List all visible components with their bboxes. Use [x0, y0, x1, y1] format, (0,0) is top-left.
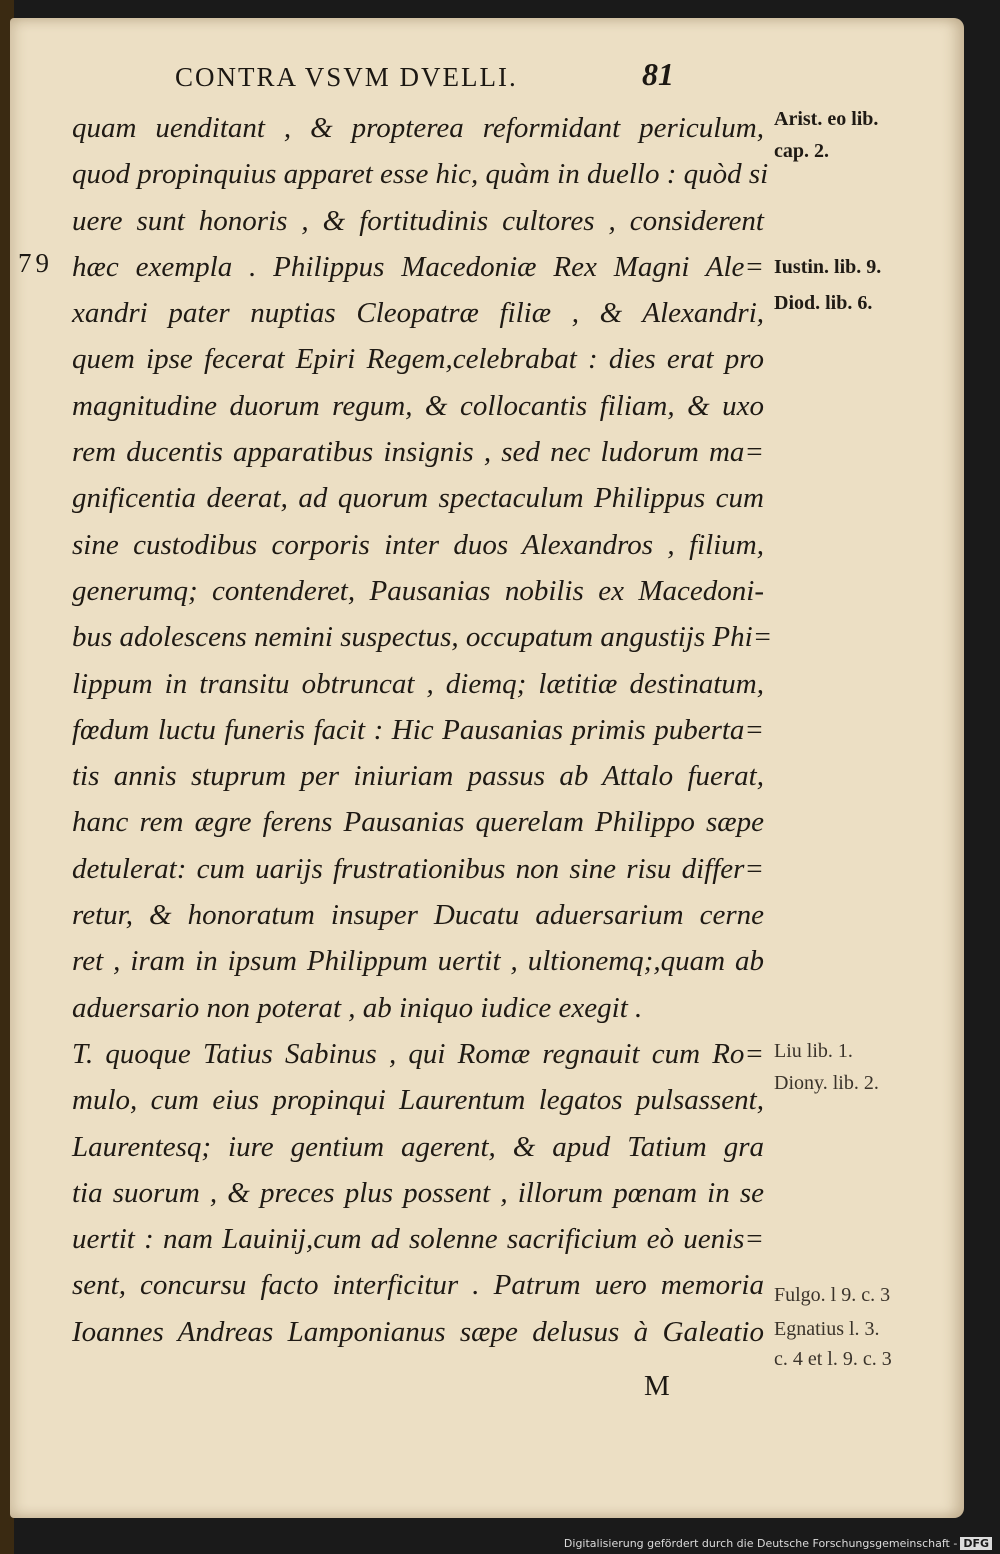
text-line: fœdum luctu funeris facit : Hic Pausanias primis puberta=: [72, 713, 764, 746]
text-line: retur, & honoratum insuper Ducatu aduersarium cerne: [72, 899, 764, 932]
margin-note: Diony. lib. 2.: [774, 1072, 879, 1094]
text-line: hanc rem ægre ferens Pausanias querelam Philippo sæpe: [72, 806, 764, 839]
main-text-block: [72, 105, 773, 1355]
credit-text: Digitalisierung gefördert durch die Deutsche Forschungsgemeinschaft -: [563, 1537, 958, 1550]
text-line: rem ducentis apparatibus insignis , sed nec ludorum ma=: [72, 436, 764, 469]
text-line: Ioannes Andreas Lamponianus sæpe delusus à Galeatio: [72, 1315, 764, 1348]
signature-mark: M: [644, 1370, 670, 1402]
text-line: tis annis stuprum per iniuriam passus ab Attalo fuerat,: [72, 760, 764, 793]
text-line: sine custodibus corporis inter duos Alexandros , filium,: [72, 528, 764, 561]
margin-note: Fulgo. l 9. c. 3: [774, 1284, 891, 1306]
margin-note: cap. 2.: [774, 140, 829, 162]
text-line: generumq; contenderet, Pausanias nobilis ex Macedoni-: [72, 574, 764, 607]
margin-note: Iustin. lib. 9.: [774, 256, 882, 278]
text-line: T. quoque Tatius Sabinus , qui Romæ regnauit cum Ro=: [72, 1037, 764, 1070]
margin-note: Liu lib. 1.: [774, 1040, 853, 1062]
text-line: uertit : nam Lauinij,cum ad solenne sacrificium eò uenis=: [72, 1223, 764, 1256]
text-line: aduersario non poterat , ab iniquo iudice exegit .: [72, 991, 643, 1024]
text-line: xandri pater nuptias Cleopatræ filiæ , & Alexandri,: [72, 297, 764, 330]
line-number-marker: 79: [18, 248, 53, 278]
margin-note: Arist. eo lib.: [774, 108, 879, 130]
text-line: quem ipse fecerat Epiri Regem,celebrabat : dies erat pro: [72, 343, 764, 376]
text-line: hæc exempla . Philippus Macedoniæ Rex Magni Ale=: [72, 250, 764, 283]
text-line: sent, concursu facto interficitur . Patrum uero memoria: [72, 1269, 764, 1302]
page-number: 81: [642, 56, 674, 92]
text-line: quod propinquius apparet esse hic, quàm in duello : quòd si: [72, 158, 769, 191]
running-title: CONTRA VSVM DVELLI.: [175, 62, 518, 92]
text-line: ret , iram in ipsum Philippum uertit , ultionemq;,quam ab: [72, 945, 764, 978]
margin-note: Diod. lib. 6.: [774, 292, 873, 314]
text-line: bus adolescens nemini suspectus, occupatum angustijs Phi=: [72, 621, 773, 654]
digitization-credit: [564, 1537, 992, 1550]
text-line: gnificentia deerat, ad quorum spectaculum Philippus cum: [72, 482, 764, 515]
text-line: tia suorum , & preces plus possent , illorum pœnam in se: [72, 1176, 764, 1209]
text-line: detulerat: cum uarijs frustrationibus non sine risu differ=: [72, 852, 764, 885]
text-line: lippum in transitu obtruncat , diemq; lætitiæ destinatum,: [72, 667, 764, 700]
text-line: quam uenditant , & propterea reformidant periculum,: [72, 112, 764, 144]
margin-note: Egnatius l. 3.: [774, 1318, 880, 1340]
text-line: Laurentesq; iure gentium agerent, & apud Tatium gra: [72, 1130, 764, 1163]
text-line: magnitudine duorum regum, & collocantis filiam, & uxo: [72, 389, 764, 422]
text-line: uere sunt honoris , & fortitudinis cultores , considerent: [72, 204, 764, 237]
text-line: mulo, cum eius propinqui Laurentum legatos pulsassent,: [72, 1084, 764, 1117]
margin-note: c. 4 et l. 9. c. 3: [774, 1348, 892, 1370]
dfg-logo: DFG: [960, 1537, 992, 1550]
